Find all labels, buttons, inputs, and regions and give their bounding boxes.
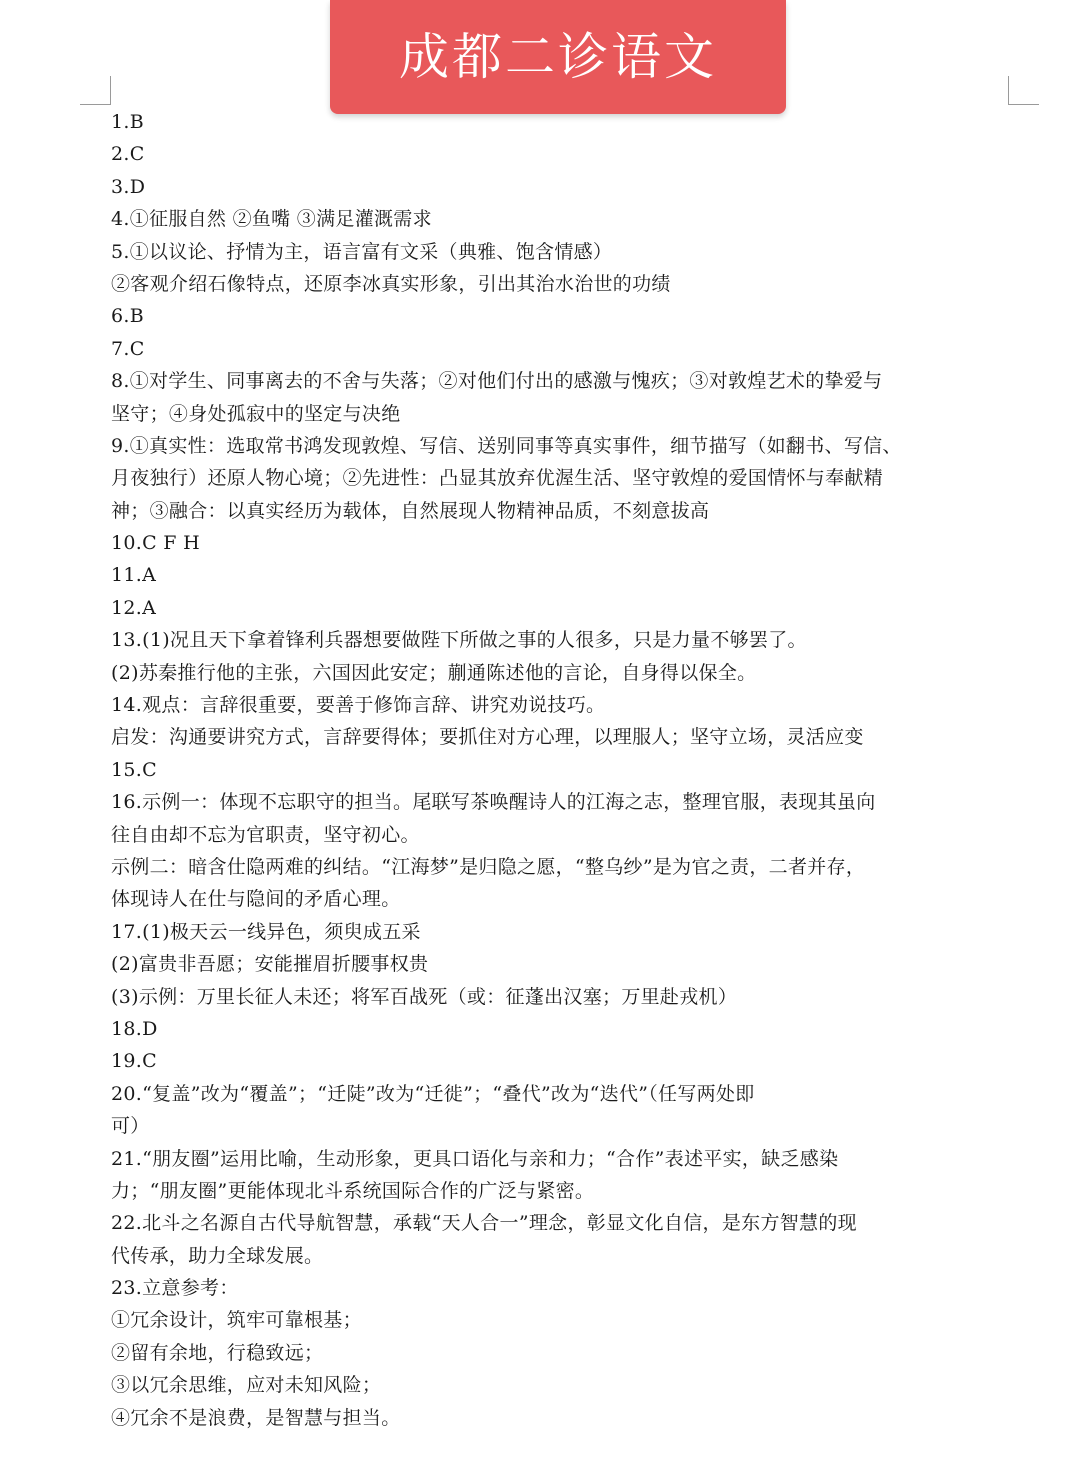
answer-line: 坚守；④身处孤寂中的坚定与决绝 — [111, 402, 401, 425]
answer-line: 5.①以议论、抒情为主，语言富有文采（典雅、饱含情感） — [111, 240, 613, 263]
answer-line: 9.①真实性：选取常书鸿发现敦煌、写信、送别同事等真实事件，细节描写（如翻书、写信、 — [111, 434, 902, 457]
margin-corner-mark-right — [1008, 76, 1039, 105]
answer-line: 11.A — [111, 564, 157, 587]
answer-line: 启发：沟通要讲究方式，言辞要得体；要抓住对方心理，以理服人；坚守立场，灵活应变 — [111, 726, 864, 749]
answer-line: 17.(1)极天云一线异色，须臾成五采 — [111, 920, 421, 943]
answer-line: 月夜独行）还原人物心境；②先进性：凸显其放弃优渥生活、坚守敦煌的爱国情怀与奉献精 — [111, 467, 884, 490]
answer-line: 16.示例一：体现不忘职守的担当。尾联写茶唤醒诗人的江海之志，整理官服，表现其虽向 — [111, 791, 876, 814]
answer-line: 13.(1)况且天下拿着锋利兵器想要做陛下所做之事的人很多，只是力量不够罢了。 — [111, 629, 807, 652]
answer-line: 可） — [111, 1115, 150, 1138]
answer-line: 10.C F H — [111, 532, 200, 555]
answer-line: (2)苏秦推行他的主张，六国因此安定；蒯通陈述他的言论，自身得以保全。 — [111, 661, 757, 684]
answer-line: 7.C — [111, 337, 145, 360]
answer-line: 1.B — [111, 111, 144, 133]
answer-line: 往自由却不忘为官职责，坚守初心。 — [111, 823, 420, 846]
answer-line: 体现诗人在仕与隐间的矛盾心理。 — [111, 888, 401, 911]
answer-line: 示例二：暗含仕隐两难的纠结。“江海梦”是归隐之愿，“整乌纱”是为官之责，二者并存， — [111, 855, 866, 878]
answer-line: ②客观介绍石像特点，还原李冰真实形象，引出其治水治世的功绩 — [111, 272, 671, 295]
answer-line: 神；③融合：以真实经历为载体，自然展现人物精神品质，不刻意拔高 — [111, 499, 710, 522]
answer-line: (3)示例：万里长征人未还；将军百战死（或：征蓬出汉塞；万里赴戎机） — [111, 985, 738, 1008]
answer-line: 12.A — [111, 596, 157, 619]
answer-line: 14.观点：言辞很重要，要善于修饰言辞、讲究劝说技巧。 — [111, 694, 606, 717]
answer-line: 力；“朋友圈”更能体现北斗系统国际合作的广泛与紧密。 — [111, 1179, 595, 1202]
answer-list — [111, 106, 1011, 1434]
answer-line: 代传承，助力全球发展。 — [111, 1244, 324, 1267]
margin-corner-mark-left — [80, 76, 111, 105]
answer-line: 21.“朋友圈”运用比喻，生动形象，更具口语化与亲和力；“合作”表述平实，缺乏感染 — [111, 1147, 839, 1170]
answer-line: 19.C — [111, 1050, 157, 1073]
answer-line: 18.D — [111, 1017, 158, 1040]
answer-line: ③以冗余思维，应对未知风险； — [111, 1374, 382, 1397]
answer-line: ①冗余设计，筑牢可靠根基； — [111, 1309, 362, 1332]
answer-line: 22.北斗之名源自古代导航智慧，承载“天人合一”理念，彰显文化自信，是东方智慧的现 — [111, 1212, 857, 1235]
answer-line: (2)富贵非吾愿；安能摧眉折腰事权贵 — [111, 953, 429, 976]
answer-line: ④冗余不是浪费，是智慧与担当。 — [111, 1406, 401, 1429]
answer-line: 23.立意参考： — [111, 1277, 239, 1300]
answer-line: 6.B — [111, 305, 144, 328]
answer-line: 3.D — [111, 175, 146, 198]
title-banner — [330, 0, 786, 114]
answer-line: 2.C — [111, 143, 145, 166]
answer-line: 4.①征服自然 ②鱼嘴 ③满足灌溉需求 — [111, 208, 432, 231]
answer-line: 8.①对学生、同事离去的不舍与失落；②对他们付出的感激与愧疚；③对敦煌艺术的挚爱与 — [111, 370, 883, 393]
answer-line: 15.C — [111, 758, 157, 781]
answer-line: 20.“复盖”改为“覆盖”；“迁陡”改为“迁徙”；“叠代”改为“迭代”（任写两处即 — [111, 1082, 755, 1105]
answer-line: ②留有余地，行稳致远； — [111, 1341, 324, 1364]
page-title: 成都二诊语文 — [399, 28, 717, 86]
